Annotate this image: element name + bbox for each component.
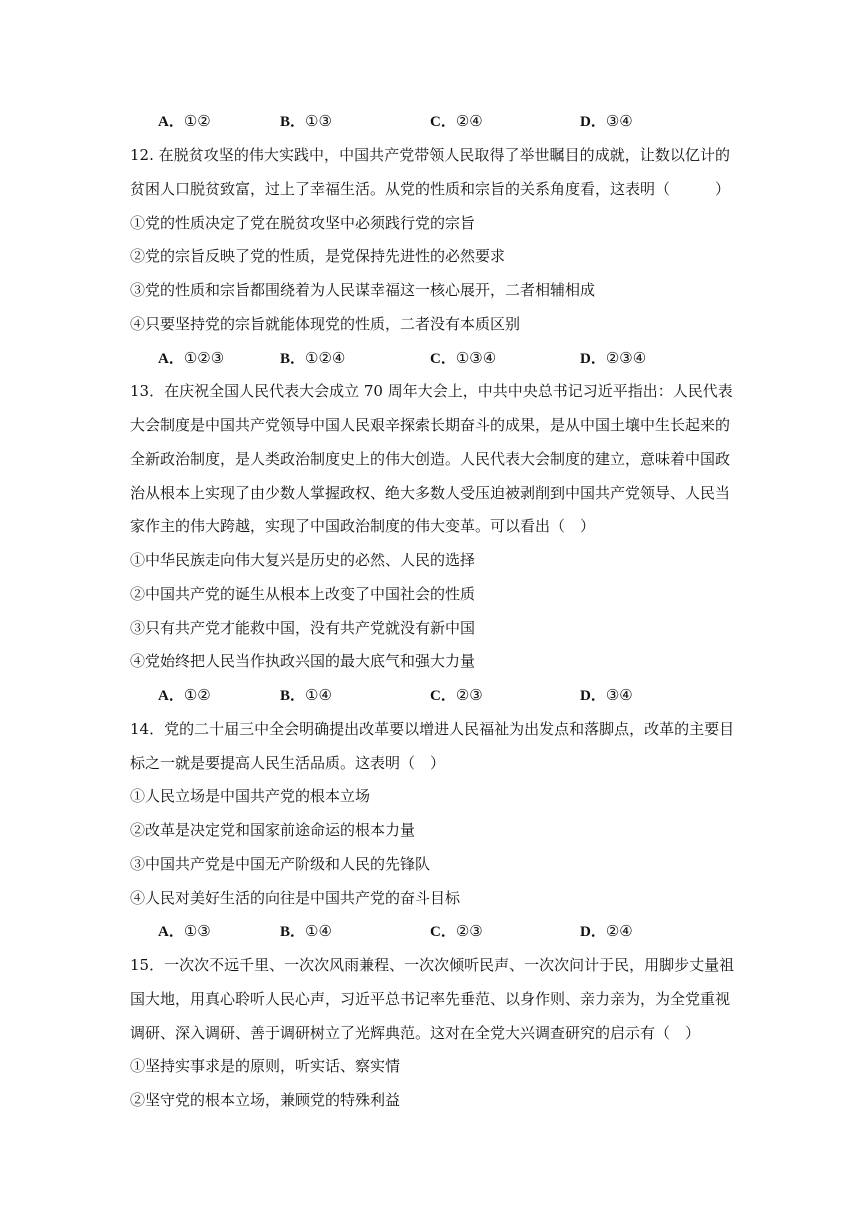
q13-option-c: C．②③ bbox=[430, 686, 483, 704]
q13-options bbox=[158, 685, 678, 705]
q13-stem-line-5: 家作主的伟大跨越，实现了中国政治制度的伟大变革。可以看出（ ） bbox=[130, 517, 596, 535]
q14-options bbox=[158, 921, 678, 941]
q12-option-a: A．①②③ bbox=[158, 349, 225, 367]
q14-option-c: C．②③ bbox=[430, 922, 483, 940]
q11-option-b: B．①③ bbox=[280, 112, 332, 130]
q15-statement-1: ①坚持实事求是的原则，听实话、察实情 bbox=[130, 1057, 401, 1075]
q13-option-a: A．①② bbox=[158, 686, 211, 704]
q15-stem-line-3: 调研、深入调研、善于调研树立了光辉典范。这对在全党大兴调查研究的启示有（ ） bbox=[130, 1024, 701, 1042]
q15-stem-line-1: 15．一次次不远千里、一次次风雨兼程、一次次倾听民声、一次次问计于民，用脚步丈量祖 bbox=[130, 956, 735, 974]
q14-stem-line-2: 标之一就是要提高人民生活品质。这表明（ ） bbox=[130, 754, 446, 772]
q14-statement-4: ④人民对美好生活的向往是中国共产党的奋斗目标 bbox=[130, 889, 461, 907]
q11-option-c: C．②④ bbox=[430, 112, 483, 130]
q13-statement-3: ③只有共产党才能救中国，没有共产党就没有新中国 bbox=[130, 619, 476, 637]
q12-option-d: D．②③④ bbox=[580, 349, 647, 367]
q12-option-c: C．①③④ bbox=[430, 349, 497, 367]
q14-statement-2: ②改革是决定党和国家前途命运的根本力量 bbox=[130, 821, 416, 839]
q15-stem-line-2: 国大地，用真心聆听人民心声，习近平总书记率先垂范、以身作则、亲力亲为，为全党重视 bbox=[130, 990, 731, 1008]
q11-option-d: D．③④ bbox=[580, 112, 633, 130]
q12-statement-1: ①党的性质决定了党在脱贫攻坚中必须践行党的宗旨 bbox=[130, 214, 476, 232]
q13-statement-1: ①中华民族走向伟大复兴是历史的必然、人民的选择 bbox=[130, 551, 476, 569]
q13-stem-line-1: 13．在庆祝全国人民代表大会成立 70 周年大会上，中共中央总书记习近平指出：人民代表 bbox=[130, 382, 733, 400]
q14-statement-1: ①人民立场是中国共产党的根本立场 bbox=[130, 787, 371, 805]
q15-statement-2: ②坚守党的根本立场，兼顾党的特殊利益 bbox=[130, 1091, 401, 1109]
q13-statement-4: ④党始终把人民当作执政兴国的最大底气和强大力量 bbox=[130, 652, 476, 670]
q13-stem-line-4: 治从根本上实现了由少数人掌握政权、绝大多数人受压迫被剥削到中国共产党领导、人民当 bbox=[130, 484, 731, 502]
q12-option-b: B．①②④ bbox=[280, 349, 346, 367]
q14-option-a: A．①③ bbox=[158, 922, 211, 940]
q13-option-d: D．③④ bbox=[580, 686, 633, 704]
q12-stem-line-1: 12. 在脱贫攻坚的伟大实践中，中国共产党带领人民取得了举世瞩目的成就，让数以亿计的 bbox=[130, 146, 730, 164]
q14-statement-3: ③中国共产党是中国无产阶级和人民的先锋队 bbox=[130, 855, 431, 873]
q13-stem-line-2: 大会制度是中国共产党领导中国人民艰辛探索长期奋斗的成果，是从中国土壤中生长起来的 bbox=[130, 416, 731, 434]
q12-statement-3: ③党的性质和宗旨都围绕着为人民谋幸福这一核心展开，二者相辅相成 bbox=[130, 281, 596, 299]
q14-option-d: D．②④ bbox=[580, 922, 633, 940]
q14-option-b: B．①④ bbox=[280, 922, 332, 940]
q12-statement-4: ④只要坚持党的宗旨就能体现党的性质，二者没有本质区别 bbox=[130, 315, 521, 333]
q12-stem-line-2: 贫困人口脱贫致富，过上了幸福生活。从党的性质和宗旨的关系角度看，这表明（ ） bbox=[130, 180, 731, 198]
q11-option-a: A．①② bbox=[158, 112, 211, 130]
q14-stem-line-1: 14．党的二十届三中全会明确提出改革要以增进人民福祉为出发点和落脚点，改革的主要目 bbox=[130, 720, 735, 738]
q13-statement-2: ②中国共产党的诞生从根本上改变了中国社会的性质 bbox=[130, 585, 476, 603]
q12-statement-2: ②党的宗旨反映了党的性质，是党保持先进性的必然要求 bbox=[130, 247, 506, 265]
q11-options bbox=[158, 111, 678, 131]
q12-options bbox=[158, 348, 678, 368]
q13-stem-line-3: 全新政治制度，是人类政治制度史上的伟大创造。人民代表大会制度的建立，意味着中国政 bbox=[130, 450, 731, 468]
q13-option-b: B．①④ bbox=[280, 686, 332, 704]
